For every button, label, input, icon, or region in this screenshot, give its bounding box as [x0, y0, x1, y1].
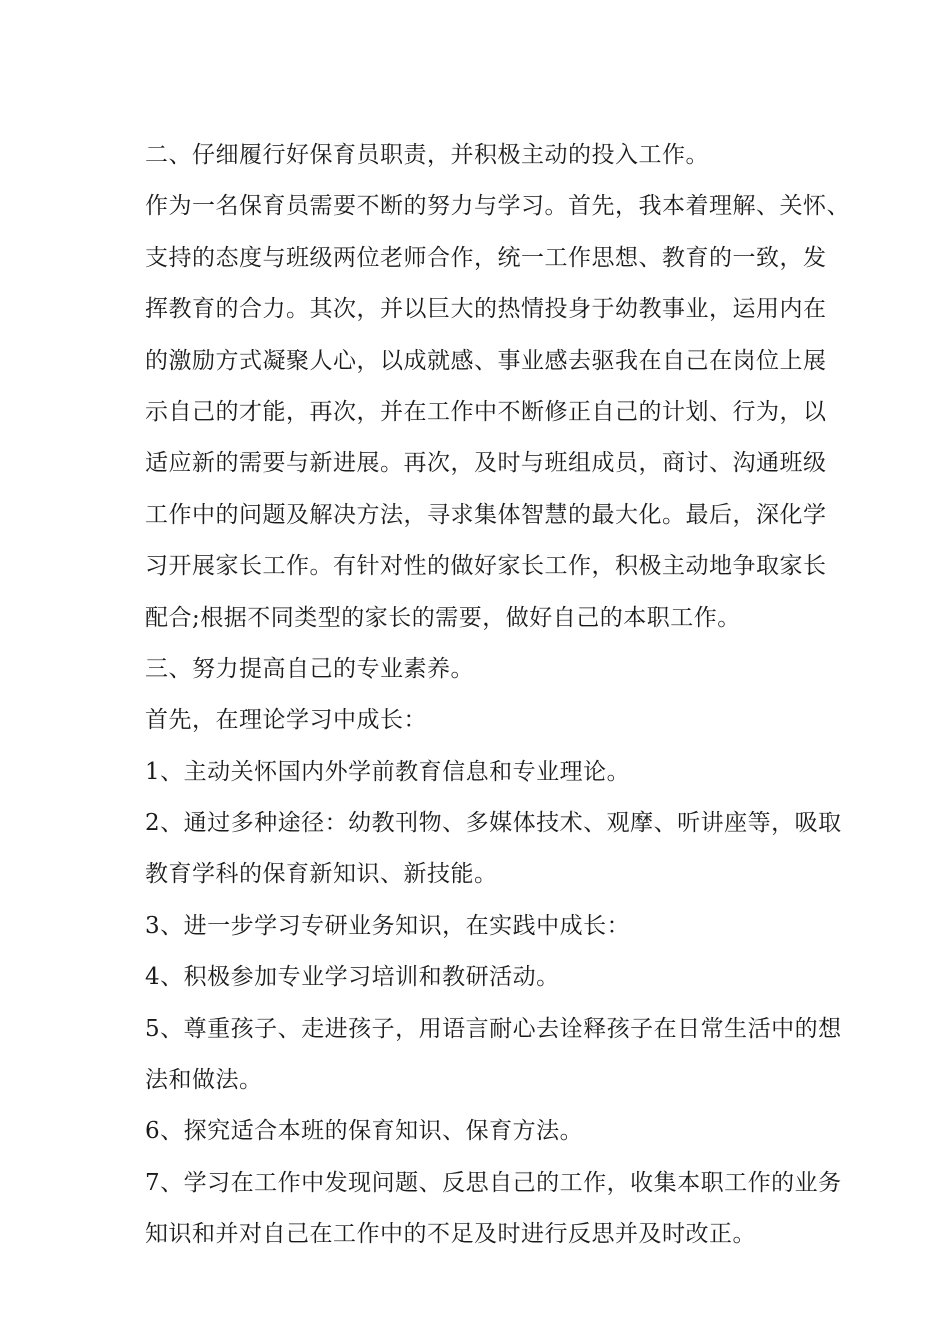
section-heading-3: 三、努力提高自己的专业素养。 — [145, 655, 474, 682]
paragraph-line: 配合;根据不同类型的家长的需要，做好自己的本职工作。 — [145, 604, 741, 631]
paragraph-line: 适应新的需要与新进展。再次，及时与班组成员，商讨、沟通班级 — [145, 450, 827, 477]
list-item-2-continued: 教育学科的保育新知识、新技能。 — [145, 861, 498, 888]
paragraph-line: 首先，在理论学习中成长： — [145, 707, 427, 734]
list-item-5-continued: 法和做法。 — [145, 1067, 263, 1094]
paragraph-line: 作为一名保育员需要不断的努力与学习。首先，我本着理解、关怀、 — [145, 193, 850, 220]
paragraph-line: 习开展家长工作。有针对性的做好家长工作，积极主动地争取家长 — [145, 553, 827, 580]
document-body — [145, 130, 850, 1261]
list-item-7: 7、学习在工作中发现问题、反思自己的工作，收集本职工作的业务 — [145, 1169, 842, 1196]
list-item-5: 5、尊重孩子、走进孩子，用语言耐心去诠释孩子在日常生活中的想 — [145, 1015, 842, 1042]
paragraph-line: 挥教育的合力。其次，并以巨大的热情投身于幼教事业，运用内在 — [145, 296, 827, 323]
list-item-6: 6、探究适合本班的保育知识、保育方法。 — [145, 1118, 584, 1145]
paragraph-line: 示自己的才能，再次，并在工作中不断修正自己的计划、行为，以 — [145, 398, 827, 425]
list-item-3: 3、进一步学习专研业务知识，在实践中成长： — [145, 912, 631, 939]
section-heading-2: 二、仔细履行好保育员职责，并积极主动的投入工作。 — [145, 142, 709, 168]
paragraph-line: 支持的态度与班级两位老师合作，统一工作思想、教育的一致，发 — [145, 244, 827, 271]
list-item-7-continued: 知识和并对自己在工作中的不足及时进行反思并及时改正。 — [145, 1221, 756, 1248]
list-item-4: 4、积极参加专业学习培训和教研活动。 — [145, 964, 560, 991]
paragraph-line: 工作中的问题及解决方法，寻求集体智慧的最大化。最后，深化学 — [145, 501, 827, 528]
list-item-1: 1、主动关怀国内外学前教育信息和专业理论。 — [145, 758, 631, 785]
list-item-2: 2、通过多种途径：幼教刊物、多媒体技术、观摩、听讲座等，吸取 — [145, 810, 842, 837]
paragraph-line: 的激励方式凝聚人心，以成就感、事业感去驱我在自己在岗位上展 — [145, 347, 827, 374]
